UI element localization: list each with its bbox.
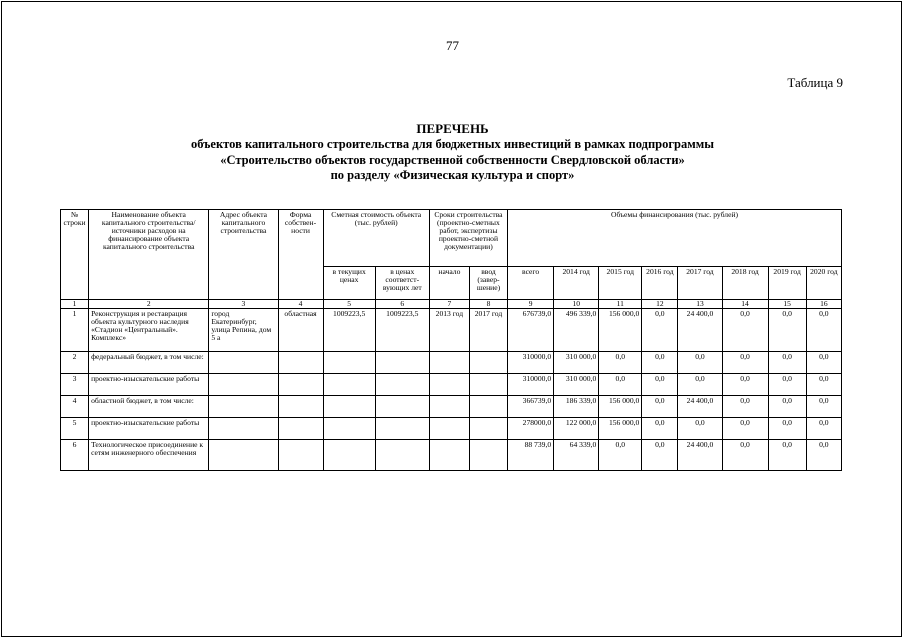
column-number: 4 [278,300,323,309]
value-2014: 496 339,0 [554,309,599,352]
value-2016: 0,0 [642,440,678,471]
column-number: 12 [642,300,678,309]
column-number: 15 [768,300,806,309]
value-2017: 0,0 [678,374,722,396]
row-number: 3 [61,374,89,396]
total-value: 366739,0 [508,396,554,418]
column-number: 1 [61,300,89,309]
end-year [469,352,507,374]
header-2014: 2014 год [554,267,599,300]
value-2015: 156 000,0 [599,396,642,418]
value-2017: 24 400,0 [678,396,722,418]
value-2016: 0,0 [642,418,678,440]
value-2018: 0,0 [722,309,768,352]
header-2016: 2016 год [642,267,678,300]
object-name: проектно-изыскательские работы [89,374,209,396]
column-number-row [61,300,842,309]
column-number: 13 [678,300,722,309]
column-number: 16 [806,300,841,309]
column-number: 3 [209,300,278,309]
value-2016: 0,0 [642,374,678,396]
table-label: Таблица 9 [787,75,843,90]
row-number: 6 [61,440,89,471]
value-2019: 0,0 [768,374,806,396]
value-2014: 64 339,0 [554,440,599,471]
end-year [469,418,507,440]
header-construction-terms: Сроки строительства (проектно-сметных работ, экспертизы проектно-сметной документации) [429,210,507,267]
cost-years [375,352,429,374]
end-year [469,396,507,418]
value-2016: 0,0 [642,309,678,352]
value-2020: 0,0 [806,309,841,352]
object-name: областной бюджет, в том числе: [89,396,209,418]
cost-years: 1009223,5 [375,309,429,352]
value-2019: 0,0 [768,396,806,418]
value-2019: 0,0 [768,309,806,352]
object-address [209,440,278,471]
value-2014: 122 000,0 [554,418,599,440]
value-2018: 0,0 [722,352,768,374]
table-row [61,418,842,440]
header-2019: 2019 год [768,267,806,300]
start-year [429,374,469,396]
value-2015: 156 000,0 [599,309,642,352]
total-value: 676739,0 [508,309,554,352]
ownership-form [278,440,323,471]
value-2018: 0,0 [722,396,768,418]
total-value: 88 739,0 [508,440,554,471]
value-2017: 0,0 [678,352,722,374]
object-address [209,396,278,418]
value-2017: 24 400,0 [678,440,722,471]
value-2017: 0,0 [678,418,722,440]
value-2016: 0,0 [642,352,678,374]
column-number: 5 [323,300,375,309]
table-row [61,440,842,471]
cost-current [323,374,375,396]
document-subtitle-line-1: объектов капитального строительства для бюджетных инвестиций в рамках подпрограммы [190,137,715,151]
document-subtitle-line-3: по разделу «Физическая культура и спорт» [330,168,575,182]
object-name: проектно-изыскательские работы [89,418,209,440]
table-row [61,374,842,396]
cost-years [375,440,429,471]
object-address [209,374,278,396]
header-2015: 2015 год [599,267,642,300]
ownership-form [278,352,323,374]
total-value: 310000,0 [508,352,554,374]
ownership-form [278,374,323,396]
cost-years [375,396,429,418]
header-cost-current: в текущих ценах [323,267,375,300]
value-2020: 0,0 [806,374,841,396]
column-number: 14 [722,300,768,309]
header-funding-volumes: Объемы финансирования (тыс. рублей) [508,210,842,267]
object-name: Технологическое присоединение к сетям инженерного обеспечения [89,440,209,471]
object-address: город Екатеринбург, улица Репина, дом 5 а [209,309,278,352]
column-number: 2 [89,300,209,309]
value-2015: 0,0 [599,374,642,396]
table-row [61,352,842,374]
object-name: федеральный бюджет, в том числе: [89,352,209,374]
object-name: Реконструкция и реставрация объекта культурного наследия «Стадион «Центральный». Комплекс» [89,309,209,352]
cost-years [375,418,429,440]
header-object-name: Наименование объекта капитального строительства/ источники расходов на финансирование объекта капитального строительства [89,210,209,300]
start-year [429,418,469,440]
header-end: ввод (завер-шение) [469,267,507,300]
header-cost-years: в ценах соответст-вующих лет [375,267,429,300]
header-2017: 2017 год [678,267,722,300]
value-2019: 0,0 [768,352,806,374]
column-number: 6 [375,300,429,309]
row-number: 1 [61,309,89,352]
value-2020: 0,0 [806,396,841,418]
column-number: 8 [469,300,507,309]
start-year [429,352,469,374]
value-2014: 186 339,0 [554,396,599,418]
column-number: 9 [508,300,554,309]
header-row [61,210,842,267]
row-number: 5 [61,418,89,440]
end-year: 2017 год [469,309,507,352]
total-value: 278000,0 [508,418,554,440]
ownership-form: областная [278,309,323,352]
header-2020: 2020 год [806,267,841,300]
header-estimated-cost: Сметная стоимость объекта (тыс. рублей) [323,210,429,267]
value-2020: 0,0 [806,418,841,440]
ownership-form [278,396,323,418]
header-total: всего [508,267,554,300]
value-2016: 0,0 [642,396,678,418]
start-year [429,440,469,471]
value-2020: 0,0 [806,440,841,471]
header-ownership: Форма собствен-ности [278,210,323,300]
value-2019: 0,0 [768,440,806,471]
header-address: Адрес объекта капитального строительства [209,210,278,300]
cost-current: 1009223,5 [323,309,375,352]
value-2014: 310 000,0 [554,374,599,396]
value-2018: 0,0 [722,374,768,396]
column-number: 11 [599,300,642,309]
cost-current [323,440,375,471]
cost-current [323,396,375,418]
page-number: 77 [446,38,459,53]
end-year [469,374,507,396]
row-number: 2 [61,352,89,374]
value-2020: 0,0 [806,352,841,374]
cost-current [323,352,375,374]
table-row [61,396,842,418]
financing-table [60,209,842,471]
start-year: 2013 год [429,309,469,352]
value-2014: 310 000,0 [554,352,599,374]
document-title: ПЕРЕЧЕНЬ [416,121,489,136]
value-2018: 0,0 [722,418,768,440]
value-2015: 0,0 [599,352,642,374]
value-2015: 156 000,0 [599,418,642,440]
ownership-form [278,418,323,440]
object-address [209,418,278,440]
table-row [61,309,842,352]
cost-years [375,374,429,396]
value-2019: 0,0 [768,418,806,440]
header-2018: 2018 год [722,267,768,300]
total-value: 310000,0 [508,374,554,396]
value-2018: 0,0 [722,440,768,471]
header-row-number: № строки [61,210,89,300]
column-number: 10 [554,300,599,309]
cost-current [323,418,375,440]
document-subtitle-line-2: «Строительство объектов государственной собственности Свердловской области» [220,153,685,167]
start-year [429,396,469,418]
row-number: 4 [61,396,89,418]
value-2017: 24 400,0 [678,309,722,352]
end-year [469,440,507,471]
value-2015: 0,0 [599,440,642,471]
column-number: 7 [429,300,469,309]
object-address [209,352,278,374]
header-start: начало [429,267,469,300]
